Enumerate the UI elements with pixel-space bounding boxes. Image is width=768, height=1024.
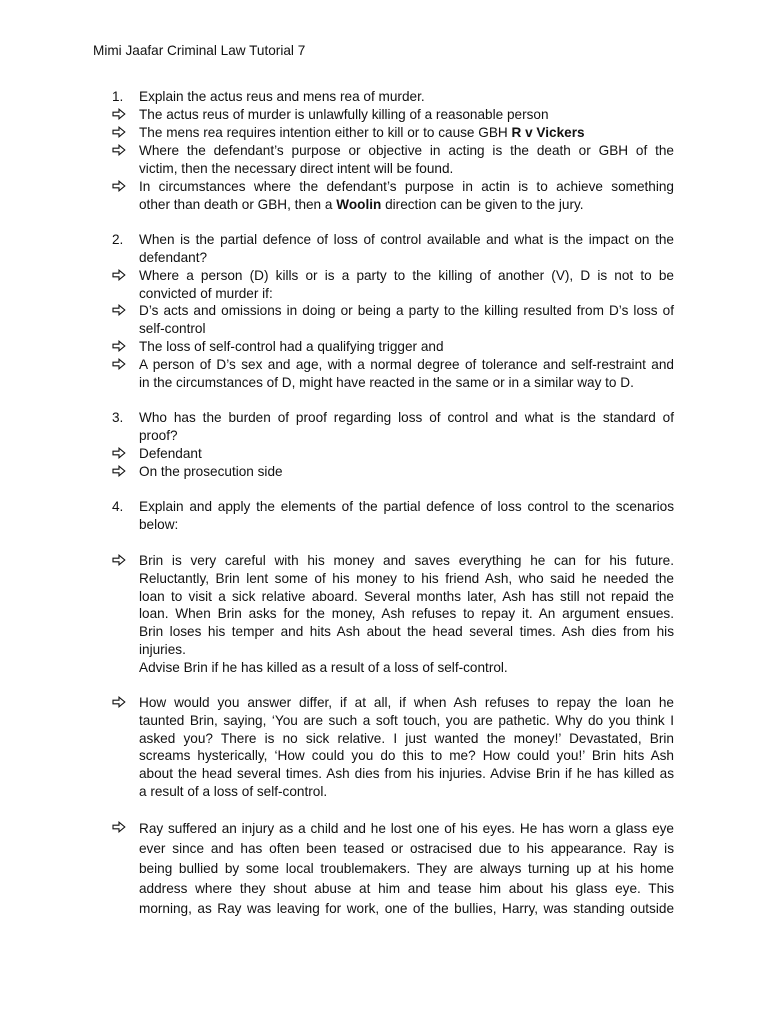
scenario-taunt [112,694,674,801]
scenario-text: Brin is very careful with his money and saves everything he can for his future. Reluctantly, Brin lent some of his money to his friend Ash, who said he needed the loan to visit a sick relative aboard. Several months later, Ash has still not repaid the loan. When Brin asks for the money, Ash refuses to repay it. An argument ensues. Brin loses his temper and hits Ash about the head several times. Ash dies from his injuries. Advise Brin if he has killed as a result of a loss of self-control. [139,553,674,675]
hollow-right-arrow-icon [112,819,134,837]
question-number: 4. [112,499,124,514]
bullet-item [112,124,674,142]
hollow-right-arrow-icon [112,178,134,196]
hollow-right-arrow-icon [112,124,134,142]
question-number: 1. [112,89,124,104]
bullet-item [112,445,674,463]
question-text: Who has the burden of proof regarding loss of control and what is the standard of proof? [139,410,674,443]
question-number: 2. [112,232,124,247]
hollow-right-arrow-icon [112,356,134,374]
hollow-right-arrow-icon [112,142,134,160]
bullet-item [112,142,674,178]
hollow-right-arrow-icon [112,106,134,124]
bullet-item [112,106,674,124]
bullet-text: The actus reus of murder is unlawfully killing of a reasonable person [139,107,549,122]
hollow-right-arrow-icon [112,302,134,320]
question-3 [112,409,674,445]
hollow-right-arrow-icon [112,552,134,570]
scenario-ray [112,819,674,919]
bullet-text: In circumstances where the defendant’s purpose in actin is to achieve something other than death or GBH, then a Woolin direction can be given to the jury. [139,179,674,212]
case-name: R v Vickers [511,125,585,140]
case-name: Woolin [336,196,382,212]
bullet-item [112,463,674,481]
bullet-item [112,302,674,338]
bullet-text: Where a person (D) kills or is a party to the killing of another (V), D is not to be convicted of murder if: [139,268,674,301]
question-number: 3. [112,410,124,425]
hollow-right-arrow-icon [112,338,134,356]
question-text: Explain and apply the elements of the partial defence of loss control to the scenarios below: [139,499,674,532]
question-text: When is the partial defence of loss of control available and what is the impact on the defendant? [139,232,674,265]
hollow-right-arrow-icon [112,694,134,712]
question-4 [112,498,674,534]
scenario-brin [112,552,674,677]
question-text: Explain the actus reus and mens rea of murder. [139,89,425,104]
scenario-text: Ray suffered an injury as a child and he lost one of his eyes. He has worn a glass eye ever since and has often been teased or ostracised due to his appearance. Ray is being bullied by some local troublemakers. They are always turning up at his home address where they shout abuse at him and tease him about his glass eye. This morning, as Ray was leaving for work, one of the bullies, Harry, was standing outside [139,821,674,916]
bullet-text: On the prosecution side [139,464,283,479]
hollow-right-arrow-icon [112,463,134,481]
bullet-text: Where the defendant’s purpose or objective in acting is the death or GBH of the victim, then the necessary direct intent will be found. [139,143,674,176]
document-title: Mimi Jaafar Criminal Law Tutorial 7 [93,43,306,58]
scenario-text: How would you answer differ, if at all, if when Ash refuses to repay the loan he taunted Brin, saying, ‘You are such a soft touch, you are pathetic. Why do you think I asked you? There is no sick relative. I just wanted the money!’ Devastated, Brin screams hysterically, ‘How could you do this to me? How could you!’ Brin hits Ash about the head several times. Ash dies from his injuries. Advise Brin if he has killed as a result of a loss of self-control. [139,695,674,799]
bullet-item [112,338,674,356]
hollow-right-arrow-icon [112,445,134,463]
bullet-item [112,267,674,303]
question-1 [112,88,674,106]
bullet-text: D’s acts and omissions in doing or being a party to the killing resulted from D’s loss of self-control [139,303,674,336]
bullet-text: The mens rea requires intention either to kill or to cause GBH R v Vickers [139,125,585,140]
bullet-text: A person of D’s sex and age, with a normal degree of tolerance and self-restraint and in the circumstances of D, might have reacted in the same or in a similar way to D. [139,357,674,390]
hollow-right-arrow-icon [112,267,134,285]
bullet-text: The loss of self-control had a qualifying trigger and [139,339,444,354]
bullet-text: Defendant [139,446,202,461]
bullet-item [112,178,674,214]
question-2 [112,231,674,267]
bullet-item [112,356,674,392]
